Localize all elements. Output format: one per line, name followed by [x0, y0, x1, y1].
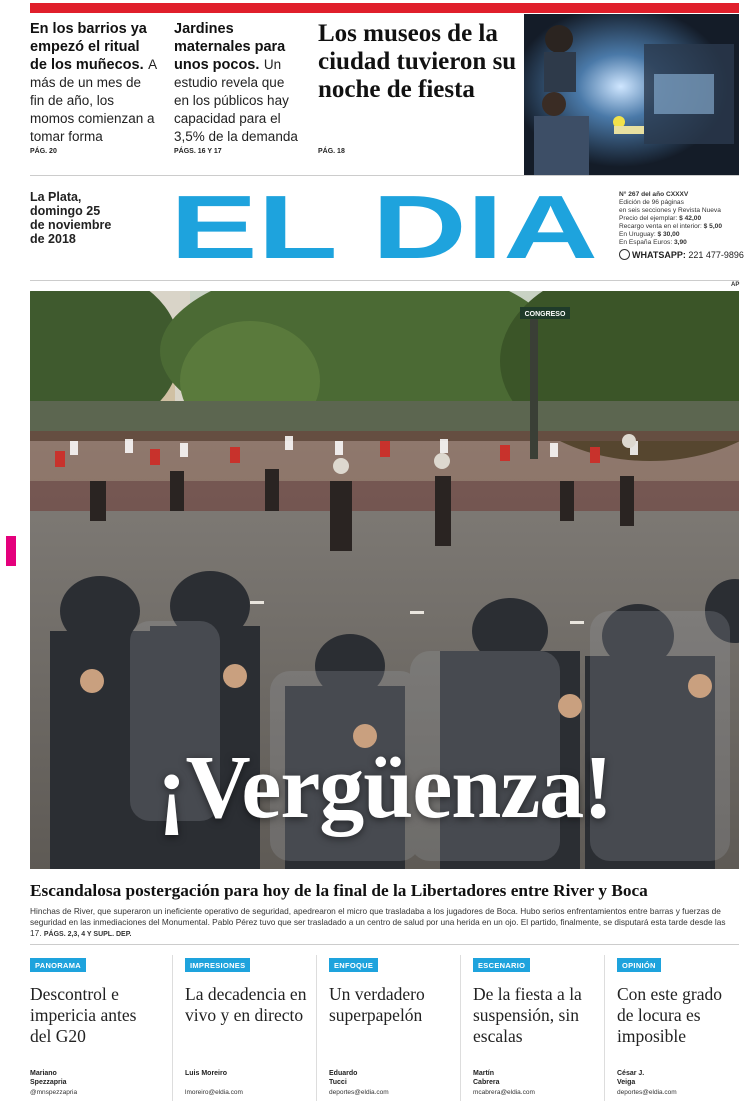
- column-escenario[interactable]: [473, 955, 603, 1096]
- teaser-jardines[interactable]: [174, 20, 302, 155]
- edition-info: [619, 191, 744, 247]
- teaser-page: PÁG. 18: [318, 148, 345, 155]
- column-author: Mariano Spezzapria: [30, 1070, 67, 1086]
- teaser-page: PÁGS. 16 Y 17: [174, 148, 222, 155]
- column-contact[interactable]: mcabrera@eldia.com: [473, 1089, 535, 1096]
- column-rule: [460, 955, 461, 1101]
- column-contact[interactable]: lmoreiro@eldia.com: [185, 1089, 243, 1096]
- teaser-headline: Los museos de la ciudad tuvieron su noche de fiesta: [318, 20, 517, 103]
- section-tag: PANORAMA: [30, 958, 86, 972]
- whatsapp-number: 221 477-9896: [688, 250, 744, 260]
- masthead-divider: [30, 280, 739, 281]
- edition-line: en seis secciones y Revista Nueva: [619, 207, 721, 214]
- whatsapp-contact[interactable]: [619, 249, 744, 260]
- edition-line: En Uruguay: $ 30,00: [619, 231, 680, 238]
- dateline-line: de 2018: [30, 232, 76, 246]
- dateline-line: La Plata,: [30, 190, 82, 204]
- column-rule: [604, 955, 605, 1101]
- edition-line: Edición de 96 páginas: [619, 199, 684, 206]
- teaser-headline: En los barrios ya empezó el ritual de los muñecos.: [30, 21, 147, 73]
- edition-line: Precio del ejemplar: $ 42,00: [619, 215, 702, 222]
- museum-night-photo[interactable]: [524, 14, 739, 175]
- column-contact[interactable]: deportes@eldia.com: [617, 1089, 677, 1096]
- section-tag: OPINIÓN: [617, 958, 661, 972]
- section-tag: IMPRESIONES: [185, 958, 250, 972]
- column-title: Con este grado de locura es imposible: [617, 984, 722, 1046]
- photo-credit: AP: [731, 282, 740, 288]
- teaser-headline: Jardines maternales para unos pocos.: [174, 21, 286, 73]
- column-opinion[interactable]: [617, 955, 739, 1096]
- edition-line: Recargo venta en el interior: $ 5,00: [619, 223, 723, 230]
- column-impresiones[interactable]: [185, 955, 315, 1096]
- teaser-page: PÁG. 20: [30, 148, 57, 155]
- teaser-munecos[interactable]: [30, 20, 158, 155]
- side-marker: [6, 536, 16, 566]
- top-accent-bar: [30, 3, 739, 13]
- column-author: César J. Veiga: [617, 1070, 645, 1086]
- column-enfoque[interactable]: [329, 955, 459, 1096]
- lede-text: Hinchas de River, que superaron un ineficiente operativo de seguridad, apedrearon el micro que trasladaba a los jugadores de Boca. Hubo serios enfrentamientos entre barras y fuerzas de seguridad en las inmediaciones del Monumental. Pablo Pérez tuvo que ser trasladado a un centro de salud por una herida en un ojo. El partido, finalmente, se disputará esta tarde desde las 17.: [30, 906, 726, 938]
- whatsapp-label: WHATSAPP:: [632, 250, 686, 260]
- section-tag: ENFOQUE: [329, 958, 378, 972]
- column-author: Martín Cabrera: [473, 1070, 500, 1086]
- dateline-line: domingo 25: [30, 204, 101, 218]
- teaser-body: Un estudio revela que en los públicos hay capacidad para el 3,5% de la demanda: [174, 57, 298, 144]
- dateline-line: de noviembre: [30, 218, 112, 232]
- column-title: Un verdadero superpapelón: [329, 984, 425, 1025]
- dateline: [30, 190, 111, 246]
- section-tag: ESCENARIO: [473, 958, 530, 972]
- logo-text: EL DIA: [170, 190, 598, 262]
- column-title: Descontrol e impericia antes del G20: [30, 984, 137, 1046]
- main-subheadline[interactable]: Escandalosa postergación para hoy de la final de la Libertadores entre River y Boca: [30, 881, 648, 900]
- top-divider: [30, 175, 739, 176]
- edition-line: En España Euros: 3,90: [619, 239, 687, 246]
- teaser-museos[interactable]: [318, 20, 518, 155]
- column-contact[interactable]: deportes@eldia.com: [329, 1089, 389, 1096]
- main-photo[interactable]: [30, 291, 739, 869]
- columns-divider: [30, 944, 739, 945]
- column-rule: [172, 955, 173, 1101]
- column-author: Luis Moreiro: [185, 1070, 228, 1077]
- teaser-body: A más de un mes de fin de año, los momos comienzan a tomar forma: [30, 57, 157, 144]
- congreso-sign-text: CONGRESO: [524, 311, 566, 318]
- el-dia-logo[interactable]: [168, 190, 600, 262]
- lede-pages: PÁGS. 2,3, 4 Y SUPL. DEP.: [43, 931, 132, 938]
- column-title: La decadencia en vivo y en directo: [185, 984, 307, 1025]
- column-contact[interactable]: @mnspezzapria: [30, 1089, 78, 1096]
- main-headline: ¡Vergüenza!: [156, 738, 613, 837]
- column-panorama[interactable]: [30, 955, 160, 1096]
- edition-line: N° 267 del año CXXXV: [619, 191, 689, 198]
- column-title: De la fiesta a la suspensión, sin escalas: [473, 984, 582, 1046]
- whatsapp-icon: [619, 249, 630, 260]
- column-author: Eduardo Tucci: [329, 1070, 358, 1086]
- column-rule: [316, 955, 317, 1101]
- main-lede: [30, 906, 739, 940]
